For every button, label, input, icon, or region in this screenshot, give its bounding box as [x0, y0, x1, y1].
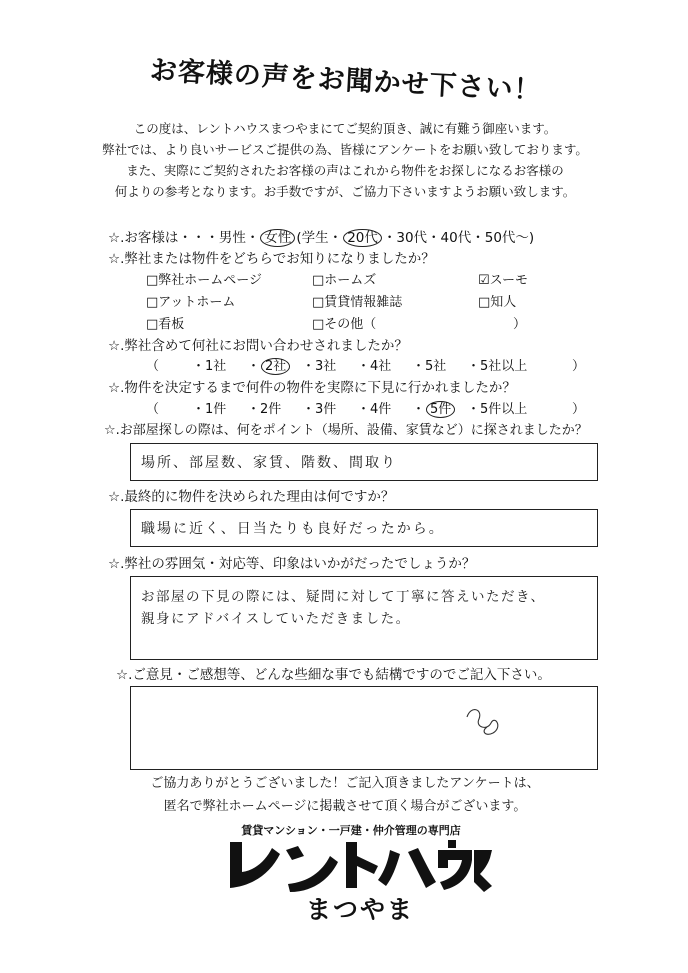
q1-mid: (学生・	[296, 230, 343, 246]
q1-age-circled: 20代	[343, 229, 382, 247]
option-other: □その他（	[312, 317, 377, 332]
q4-option-2: ・2件	[247, 402, 282, 417]
answer-impression-line1: お部屋の下見の際には、疑問に対して丁寧に答えいただき、	[141, 589, 546, 605]
q3-close: ）	[572, 359, 586, 374]
q4-close: ）	[572, 402, 586, 417]
company-logo-sub: まつやま	[305, 895, 414, 924]
answer-box-comments	[130, 686, 598, 770]
answer-impression-line2: 親身にアドバイスしていただきました。	[141, 611, 411, 627]
option-rental-magazine: □賃貸情報雑誌	[312, 295, 403, 310]
answer-decision-reason: 職場に近く、日当たりも良好だったから。	[141, 521, 445, 537]
option-acquaintance: □知人	[478, 295, 517, 310]
q3-option-2-circled: ・ 2社	[247, 357, 291, 377]
q3-option-4: ・4社	[357, 359, 392, 374]
page-title: お客様の声をお聞かせ下さい！	[149, 55, 543, 107]
q4-option-1: ・1件	[192, 402, 227, 417]
option-suumo-checked: ☑スーモ	[478, 273, 529, 288]
question-companies-contacted: ☆.弊社含めて何社にお問い合わせされましたか？	[108, 338, 408, 354]
intro-line: 何よりの参考となります。お手数ですが、ご協力下さいますようお願い致します。	[114, 184, 576, 199]
company-logo-text	[222, 836, 492, 892]
answer-box-search-points	[130, 443, 598, 481]
answer-box-impression	[130, 576, 598, 660]
option-signboard: □看板	[146, 317, 185, 332]
q4-option-6: ・5件以上	[467, 402, 528, 417]
q3-option-5: ・5社	[412, 359, 447, 374]
q3-open: （	[146, 359, 160, 374]
q4-option-5-mark: 5件	[426, 401, 455, 418]
question-decision-reason: ☆.最終的に物件を決められた理由は何ですか？	[108, 489, 395, 505]
intro-line: この度は、レントハウスまつやまにてご契約頂き、誠に有難う御座います。	[133, 121, 557, 136]
closing-line: 匿名で弊社ホームページに掲載させて頂く場合がございます。	[163, 799, 527, 814]
scribble-mark	[131, 687, 597, 769]
q3-option-1: ・1社	[192, 359, 227, 374]
q4-option-3: ・3件	[302, 402, 337, 417]
intro-text	[60, 118, 630, 202]
q4-option-5-circled: ・ 5件	[412, 400, 456, 420]
closing-line: ご協力ありがとうございました！ご記入頂きましたアンケートは、	[150, 776, 540, 791]
intro-line: 弊社では、より良いサービスご提供の為、皆様にアンケートをお願い致しております。	[102, 142, 588, 157]
question-search-points: ☆.お部屋探しの際は、何をポイント（場所、設備、家賃など）に探されましたか？	[104, 423, 588, 438]
question-customer-type	[108, 228, 534, 248]
question-viewings: ☆.物件を決定するまで何件の物件を実際に下見に行かれましたか？	[108, 380, 516, 396]
question-impression: ☆.弊社の雰囲気・対応等、印象はいかがだったでしょうか？	[108, 556, 476, 572]
question-comments: ☆.ご意見・ご感想等、どんな些細な事でも結構ですのでご記入下さい。	[116, 667, 551, 683]
q4-option-4: ・4件	[357, 402, 392, 417]
option-homes: □ホームズ	[312, 273, 377, 288]
option-other-close: ）	[513, 317, 527, 332]
answer-box-decision-reason	[130, 509, 598, 547]
q1-rest: ・30代・40代・50代～)	[382, 230, 535, 246]
company-tagline: 賃貸マンション・一戸建・仲介管理の専門店	[241, 824, 461, 837]
q3-option-6: ・5社以上	[467, 359, 528, 374]
q3-option-2-mark: 2社	[261, 358, 290, 375]
intro-line: また、実際にご契約されたお客様の声はこれから物件をお探しになるお客様の	[126, 163, 564, 178]
q4-open: （	[146, 402, 160, 417]
q3-option-3: ・3社	[302, 359, 337, 374]
option-athome: □アットホーム	[146, 295, 236, 310]
answer-search-points: 場所、部屋数、家賃、階数、間取り	[141, 455, 397, 471]
q1-prefix: ☆.お客様は・・・男性・	[108, 230, 260, 246]
closing-text	[60, 772, 630, 818]
option-company-homepage: □弊社ホームページ	[146, 273, 263, 288]
q1-female-circled: 女性	[260, 229, 295, 247]
question-source: ☆.弊社または物件をどちらでお知りになりましたか？	[108, 251, 435, 267]
